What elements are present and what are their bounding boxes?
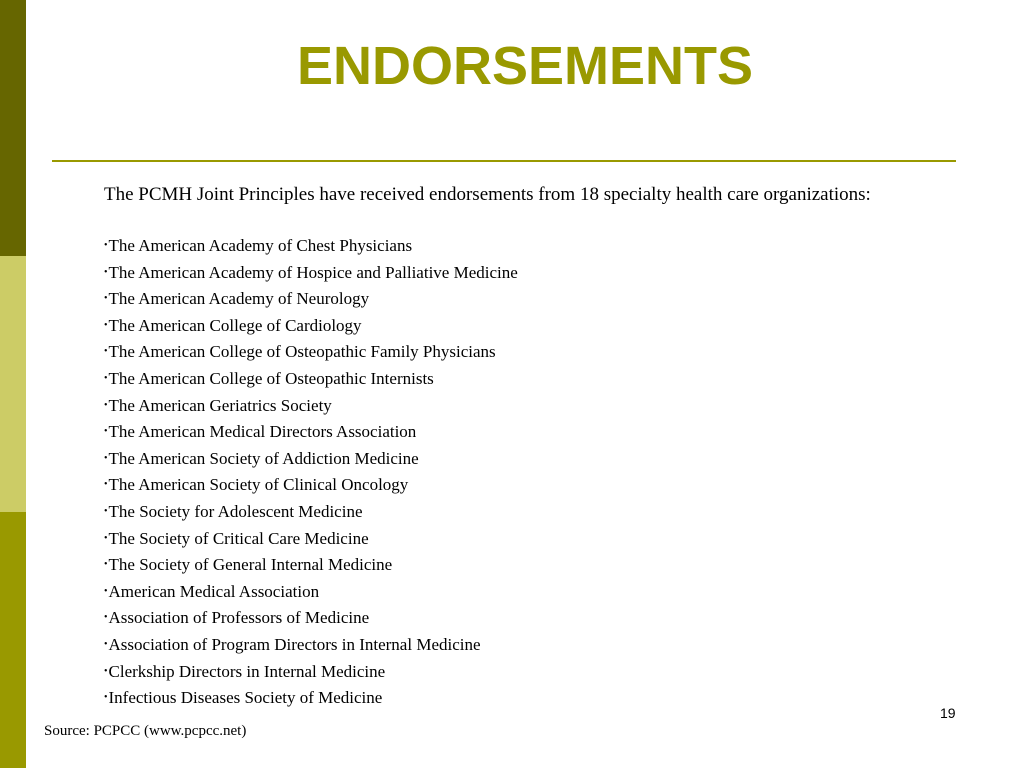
page-number: 19 [940,705,956,721]
list-item: •The American Academy of Chest Physicians [104,236,413,255]
bullet-icon: • [104,452,108,464]
list-item: •The American College of Osteopathic Internists [104,368,434,388]
bullet-icon: • [104,559,108,571]
bullet-icon: • [104,532,108,544]
list-item: •Infectious Diseases Society of Medicine [104,688,383,708]
bullet-icon: • [104,240,108,251]
bullet-icon: • [104,505,108,517]
bullet-icon: • [104,293,108,305]
list-item: •Association of Professors of Medicine [104,608,370,628]
title-divider [52,160,956,162]
side-bar-dark [0,0,26,256]
bullet-icon: • [104,612,108,624]
intro-text: The PCMH Joint Principles have received endorsements from 18 specialty health care organizations: [104,184,871,205]
list-item: •The American Medical Directors Association [104,422,417,442]
bullet-icon: • [104,266,108,278]
slide-title: ENDORSEMENTS [296,36,754,96]
list-item: •The American Academy of Hospice and Palliative Medicine [104,262,518,282]
organization-list [104,233,518,712]
side-bar-light [0,256,26,512]
list-item: •The Society of Critical Care Medicine [104,528,369,548]
list-item: •The American Society of Clinical Oncology [104,475,409,495]
source-note: Source: PCPCC (www.pcpcc.net) [44,723,247,739]
list-item: •The Society of General Internal Medicine [104,555,393,575]
bullet-icon: • [104,399,108,411]
list-item: •Association of Program Directors in Internal Medicine [104,634,481,654]
bullet-icon: • [104,638,108,650]
bullet-icon: • [104,665,108,677]
list-item: •The American Geriatrics Society [104,395,332,415]
list-item: •The American College of Osteopathic Family Physicians [104,342,496,362]
side-bar-olive [0,512,26,768]
bullet-icon: • [104,479,108,491]
list-item: •The Society for Adolescent Medicine [104,501,363,521]
bullet-icon: • [104,426,108,438]
list-item: •Clerkship Directors in Internal Medicine [104,661,386,681]
list-item: •The American Society of Addiction Medicine [104,448,419,468]
list-item: •The American Academy of Neurology [104,289,370,309]
bullet-icon: • [104,319,108,331]
list-item: •American Medical Association [104,581,320,601]
list-item: •The American College of Cardiology [104,315,362,335]
bullet-icon: • [104,346,108,358]
bullet-icon: • [104,372,108,384]
bullet-icon: • [104,692,108,704]
bullet-icon: • [104,585,108,597]
